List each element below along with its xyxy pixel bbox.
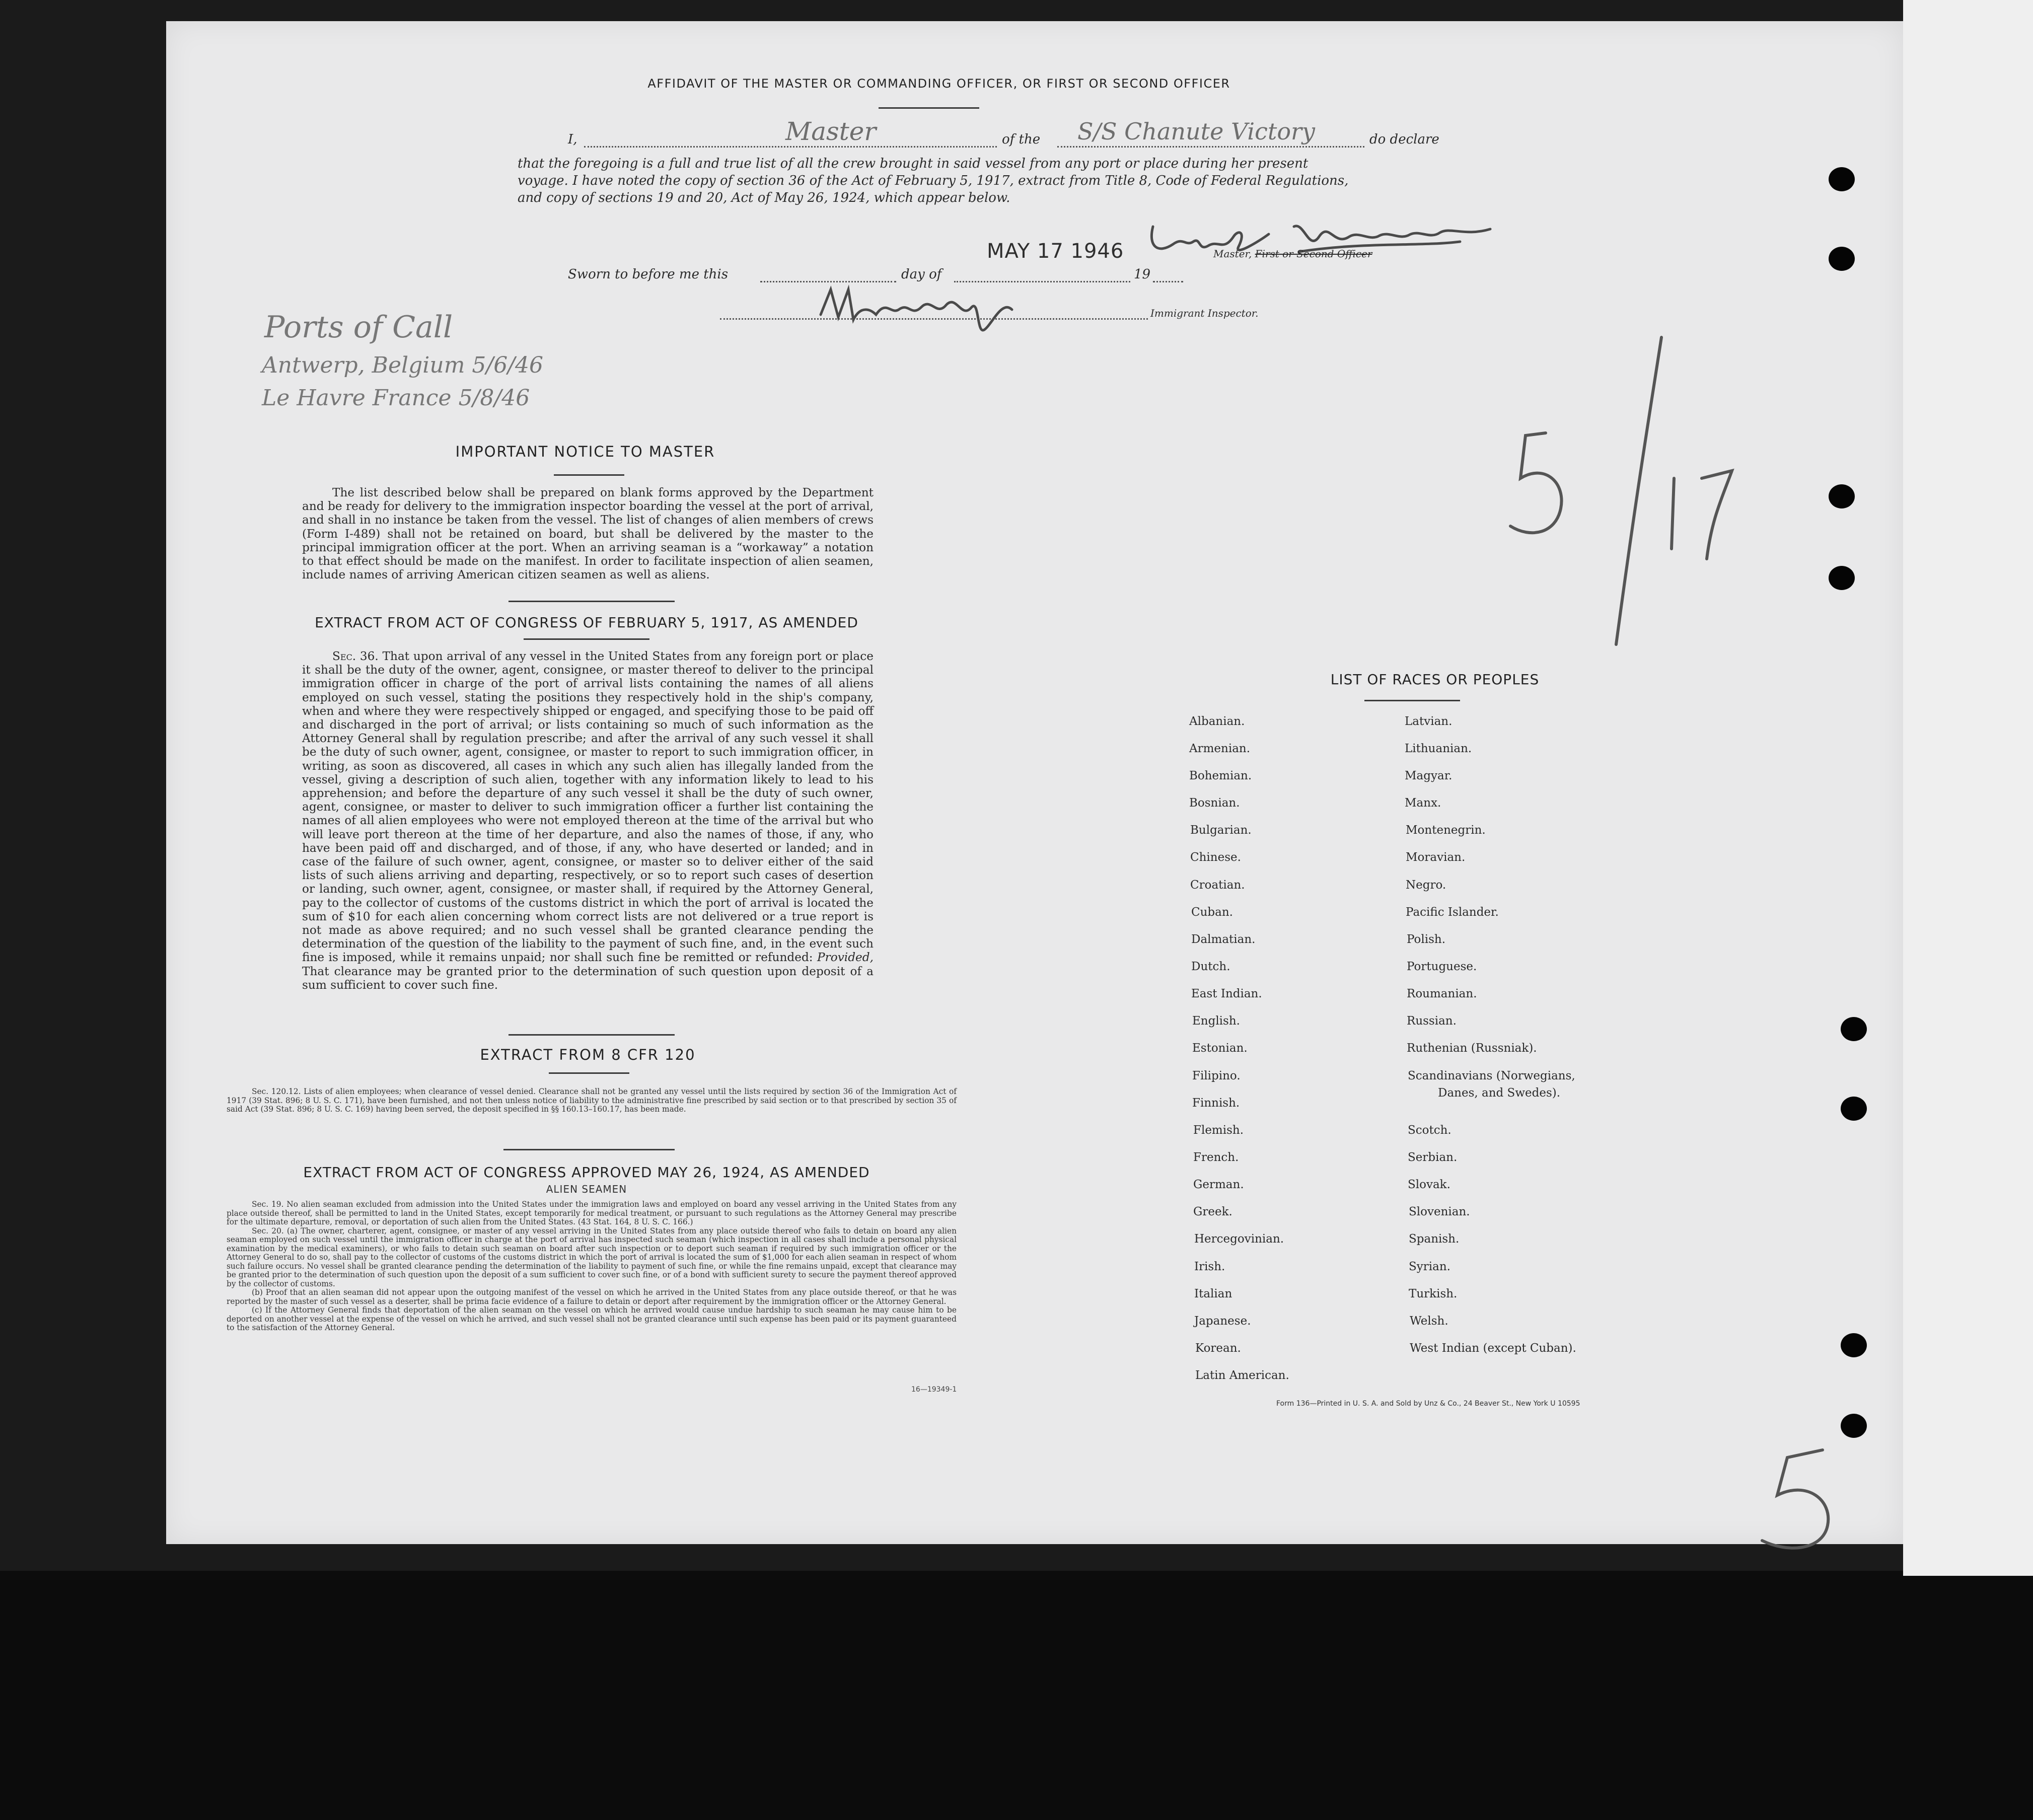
year-prefix: 19 [1134, 267, 1151, 282]
affidavit-line: voyage. I have noted the copy of section 36 of the Act of February 5, 1917, extract from Title 8, Code of Federal Regulations, [518, 173, 1349, 188]
race-item: Slovenian. [1409, 1205, 1470, 1218]
race-item: Dalmatian. [1191, 933, 1256, 946]
fill-line [1057, 146, 1364, 148]
race-item: Spanish. [1409, 1232, 1460, 1246]
extract-1917-heading: EXTRACT FROM ACT OF CONGRESS OF FEBRUARY 5, 1917, AS AMENDED [315, 614, 858, 631]
affidavit-line: and copy of sections 19 and 20, Act of May 26, 1924, which appear below. [518, 190, 1010, 205]
race-item: Armenian. [1189, 742, 1251, 755]
race-item: Portuguese. [1407, 960, 1477, 973]
fill-line [1153, 281, 1183, 282]
affidavit-line: that the foregoing is a full and true list of all the crew brought in said vessel from any port or place during her present [518, 156, 1309, 171]
section-body: That upon arrival of any vessel in the United States from any foreign port or place it shall be the duty of the owner, agent, consignee, or master thereof to deliver to the principal immigration officer in charge of the port of arrival lists containing the names of all aliens employed on such vessel, stating the positions they respectively hold in the ship's company, when and where they were respectively shipped or engaged, and specifying those to be paid off and discharged in the port of arrival; or lists containing so much of such information as the Attorney General shall by regulation prescribe; and after the arrival of any such vessel it shall be the duty of such owner, agent, consignee, or master to report to such immigration officer, in writing, as soon as discovered, all cases in which any such alien has illegally landed from the vessel, giving a description of such alien, together with any information likely to lead to his apprehension; and before the departure of any such vessel it shall be the duty of such owner, agent, consignee, or master to deliver to such immigration officer a further list containing the names of all alien employees who were not employed thereon at the time of the arrival but who will leave port thereon at the time of her departure, and also the names of those, if any, who have been paid off and discharged, and of those, if any, who have deserted or landed; and in case of the failure of such owner, agent, consignee, or master so to deliver either of the said lists of such aliens arriving and departing, respectively, or so to report such cases of desertion or landing, such owner, agent, consignee, or master shall, if required by the Attorney General, pay to the collector of customs of the customs district in which the port of arrival is located the sum of $10 for each alien concerning whom correct lists are not delivered or a true report is not made as above required; and no such vessel shall be granted clearance pending the determination of the question of the liability to the payment of such fine, and, in the event such fine is imposed, while it remains unpaid; nor shall such fine be remitted or refunded: [302, 649, 874, 965]
race-item: Hercegovinian. [1194, 1232, 1284, 1246]
race-item: Korean. [1195, 1342, 1241, 1355]
race-item: Scotch. [1408, 1124, 1451, 1137]
race-item: Latvian. [1405, 715, 1453, 728]
extract-cfr-text [227, 1087, 957, 1114]
affidavit-of-the: of the [1002, 132, 1041, 147]
pencil-date-mark [1490, 327, 1772, 660]
race-item: Albanian. [1189, 715, 1245, 728]
port-line: Antwerp, Belgium 5/6/46 [262, 352, 544, 378]
inspector-label: Immigrant Inspector. [1150, 307, 1259, 319]
divider [509, 1034, 675, 1036]
master-label [1213, 248, 1372, 260]
race-item: Scandinavians (Norwegians, [1408, 1069, 1575, 1082]
punch-hole [1841, 1333, 1867, 1357]
race-item: Japanese. [1194, 1315, 1251, 1328]
alien-seamen-subheading: ALIEN SEAMEN [546, 1183, 627, 1195]
pencil-corner-mark [1747, 1440, 1858, 1561]
race-item: Slovak. [1408, 1178, 1450, 1191]
race-item: Bosnian. [1189, 796, 1240, 810]
sec20b-paragraph: (b) Proof that an alien seaman did not appear upon the outgoing manifest of the vessel on which he arrived in the United States from any place outside thereof, or that he was reported by the master of such vessel as a deserter, shall be prima facie evidence of a failure to detain or deport after requirement by the immigration officer or the Attorney General. [227, 1288, 957, 1306]
divider [503, 1149, 675, 1150]
race-item: Pacific Islander. [1406, 906, 1499, 919]
fill-line [584, 146, 997, 148]
punch-hole [1841, 1097, 1867, 1121]
races-heading: LIST OF RACES OR PEOPLES [1330, 671, 1540, 688]
master-word: Master, [1213, 248, 1252, 260]
section-label: Sec. 36. [332, 649, 379, 663]
notice-paragraph: The list described below shall be prepared on blank forms approved by the Department and be ready for delivery to the immigration inspector boarding the vessel at the port of arrival, and shall in no instance be taken from the vessel. The list of changes of alien members of crews (Form I-489) shall not be retained on board, but shall be delivered by the master to the principal immigration officer at the port. When an arriving seaman is a “workaway” a notation to that effect should be made on the manifest. In order to facilitate inspection of alien seamen, include names of arriving American citizen seamen as well as aliens. [302, 486, 874, 582]
day-of-text: day of [901, 267, 942, 282]
extract-1917-text [302, 649, 874, 992]
race-item: Magyar. [1405, 769, 1453, 782]
punch-hole [1841, 1017, 1867, 1041]
inspector-signature [811, 279, 1022, 345]
race-item: Syrian. [1409, 1260, 1450, 1273]
punch-hole [1829, 167, 1855, 191]
race-item: French. [1193, 1151, 1239, 1164]
race-item: Bohemian. [1189, 769, 1252, 782]
divider [524, 638, 649, 640]
race-item: Finnish. [1192, 1097, 1240, 1110]
printer-footer: Form 136—Printed in U. S. A. and Sold by Unz & Co., 24 Beaver St., New York U 10595 [1276, 1400, 1580, 1408]
provided-text: That clearance may be granted prior to the determination of such question upon deposit of a sum sufficient to cover such fine. [302, 964, 874, 992]
race-item: Polish. [1407, 933, 1446, 946]
punch-hole [1829, 566, 1855, 590]
divider [554, 474, 624, 476]
race-item: Moravian. [1406, 851, 1466, 864]
sec20a-paragraph: Sec. 20. (a) The owner, charterer, agent, consignee, or master of any vessel arriving in the United States from any place outside thereof who fails to detain on board any alien seaman employed on such vessel until the immigration officer in charge at the port of arrival has inspected such seaman (which inspection in all cases shall include a personal physical examination by the medical examiners), or who fails to detain such seaman on board after such inspection or to deport such seaman if required by such immigration officer or the Attorney General to do so, shall pay to the collector of customs of the customs district in which the port of arrival is located the sum of $1,000 for each alien seaman in respect of whom such failure occurs. No vessel shall be granted clearance pending the determination of the liability to payment of such fine, or while the fine remains unpaid, except that clearance may be granted prior to the determination of such question upon the deposit of a sum sufficient to cover such fine, or of a bond with sufficient surety to secure the payment thereof approved by the collector of customs. [227, 1226, 957, 1288]
race-item: Danes, and Swedes). [1438, 1086, 1561, 1100]
affidavit-body [518, 155, 1348, 206]
race-item: Italian [1194, 1287, 1232, 1300]
race-item: Ruthenian (Russniak). [1407, 1042, 1537, 1055]
race-item: Irish. [1194, 1260, 1225, 1273]
race-item: Russian. [1407, 1014, 1457, 1028]
race-item: Roumanian. [1407, 987, 1477, 1000]
race-item: Negro. [1406, 879, 1446, 892]
first-second-officer: First or Second Officer [1255, 248, 1372, 260]
race-item: Estonian. [1192, 1042, 1248, 1055]
divider [549, 1072, 629, 1074]
race-item: Cuban. [1191, 906, 1233, 919]
race-item: Welsh. [1410, 1315, 1448, 1328]
race-item: Lithuanian. [1405, 742, 1472, 755]
punch-hole [1829, 484, 1855, 508]
extract-cfr-heading: EXTRACT FROM 8 CFR 120 [480, 1046, 696, 1063]
date-stamp: MAY 17 1946 [987, 240, 1124, 263]
race-item: Montenegrin. [1406, 824, 1486, 837]
page-edge [1903, 0, 2033, 1576]
officer-handwritten: Master [785, 117, 877, 146]
race-item: Bulgarian. [1190, 824, 1252, 837]
race-item: East Indian. [1191, 987, 1262, 1000]
port-line: Le Havre France 5/8/46 [262, 385, 530, 411]
race-item: Filipino. [1192, 1069, 1241, 1082]
race-item: Latin American. [1195, 1369, 1289, 1382]
race-item: Manx. [1405, 796, 1441, 810]
race-item: Dutch. [1191, 960, 1230, 973]
race-item: English. [1192, 1014, 1240, 1028]
affidavit-title: AFFIDAVIT OF THE MASTER OR COMMANDING OFFICER, OR FIRST OR SECOND OFFICER [647, 77, 1230, 91]
affidavit-i: I, [568, 132, 577, 147]
sec20c-paragraph: (c) If the Attorney General finds that deportation of the alien seaman on the vessel on which he arrived would cause undue hardship to such seaman he may cause him to be deported on another vessel at the expense of the vessel on which he arrived, and such vessel shall not be granted clearance until such expense has been paid or its payment guaranteed to the satisfaction of the Attorney General. [227, 1305, 957, 1332]
vessel-handwritten: S/S Chanute Victory [1077, 118, 1316, 145]
sworn-text: Sworn to before me this [568, 267, 729, 282]
divider [1364, 700, 1460, 701]
ports-of-call-heading: Ports of Call [264, 310, 453, 345]
punch-hole [1829, 247, 1855, 271]
race-item: Croatian. [1190, 879, 1245, 892]
race-item: German. [1193, 1178, 1244, 1191]
race-item: Flemish. [1193, 1124, 1244, 1137]
race-item: Turkish. [1409, 1287, 1458, 1300]
extract-1924-heading: EXTRACT FROM ACT OF CONGRESS APPROVED MAY 26, 1924, AS AMENDED [303, 1164, 870, 1181]
divider [509, 601, 675, 602]
cfr-paragraph: Sec. 120.12. Lists of alien employees; when clearance of vessel denied. Clearance shall not be granted any vessel until the lists required by section 36 of the Immigration Act of 1917 (39 Stat. 896; 8 U. S. C. 171), have been furnished, and not then unless notice of liability to the administrative fine prescribed by said section or to that prescribed by section 35 of said Act (39 Stat. 896; 8 U. S. C. 169) having been served, the deposit specified in §§ 160.13–160.17, has been made. [227, 1087, 957, 1114]
provided-label: Provided, [817, 951, 874, 965]
section-36-paragraph [302, 649, 874, 992]
race-item: Chinese. [1190, 851, 1241, 864]
divider [879, 107, 979, 109]
race-item: Serbian. [1408, 1151, 1458, 1164]
notice-heading: IMPORTANT NOTICE TO MASTER [455, 443, 715, 460]
race-item: Greek. [1193, 1205, 1232, 1218]
extract-1924-text [227, 1200, 957, 1333]
form-code: 16—19349-1 [911, 1386, 957, 1394]
race-item: West Indian (except Cuban). [1410, 1342, 1576, 1355]
affidavit-do-declare: do declare [1369, 132, 1439, 147]
sec19-paragraph: Sec. 19. No alien seaman excluded from admission into the United States under the immigration laws and employed on board any vessel arriving in the United States from any place outside thereof, shall be permitted to land in the United States, except temporarily for medical treatment, or pursuant to such regulations as the Attorney General may prescribe for the ultimate departure, removal, or deportation of such alien from the United States. (43 Stat. 164, 8 U. S. C. 166.) [227, 1200, 957, 1226]
notice-text [302, 486, 874, 581]
punch-hole [1841, 1414, 1867, 1438]
